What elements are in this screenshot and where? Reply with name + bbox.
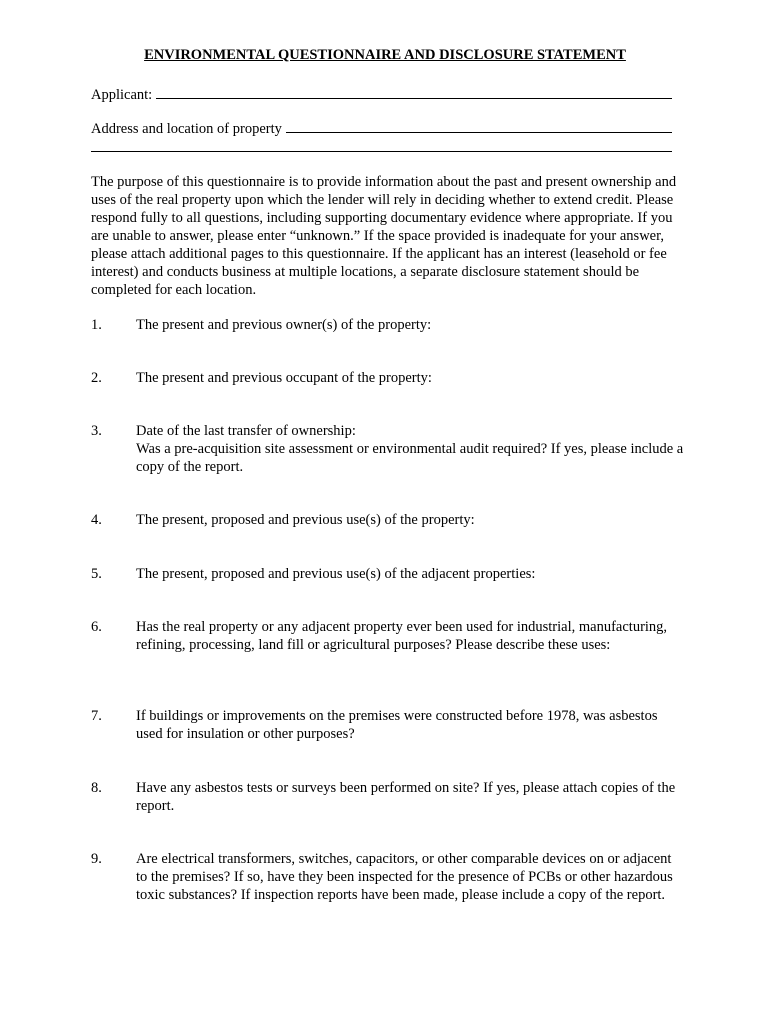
question-number: 5. bbox=[91, 566, 102, 582]
applicant-field bbox=[91, 85, 672, 104]
question-number: 3. bbox=[91, 423, 102, 439]
address-field bbox=[91, 119, 672, 138]
question-number: 8. bbox=[91, 780, 102, 796]
applicant-label: Applicant: bbox=[91, 87, 153, 103]
address-label: Address and location of property bbox=[91, 121, 282, 137]
question-number: 4. bbox=[91, 512, 102, 528]
question-number: 9. bbox=[91, 851, 102, 867]
question-number: 2. bbox=[91, 370, 102, 386]
address-input-line[interactable] bbox=[286, 119, 672, 133]
intro-paragraph: The purpose of this questionnaire is to provide information about the past and present ownership and uses of the real property upon which the lender will rely in deciding whether to extend credit. Please respond fully to all questions, including supporting documentary evidence where appropriate. If you are unable to answer, please enter “unknown.” If the space provided is inadequate for your answer, please attach additional pages to this questionnaire. If the applicant has an interest (leasehold or fee interest) and conducts business at multiple locations, a separate disclosure statement should be completed for each location. bbox=[91, 174, 677, 298]
applicant-input-line[interactable] bbox=[156, 85, 672, 99]
question-text: The present and previous owner(s) of the property: bbox=[136, 317, 432, 333]
question-text: Have any asbestos tests or surveys been performed on site? If yes, please attach copies of the report. bbox=[136, 780, 676, 814]
question-text: Are electrical transformers, switches, capacitors, or other comparable devices on or adjacent to the premises? If so, have they been inspected for the presence of PCBs or other hazardous toxic substances? If inspection reports have been made, please include a copy of the report. bbox=[136, 851, 673, 903]
question-number: 1. bbox=[91, 317, 102, 333]
question-text: Date of the last transfer of ownership: bbox=[136, 423, 356, 439]
question-text: Has the real property or any adjacent property ever been used for industrial, manufacturing, refining, processing, land fill or agricultural purposes? Please describe these uses: bbox=[136, 619, 668, 653]
question-text: If buildings or improvements on the premises were constructed before 1978, was asbestos used for insulation or other purposes? bbox=[136, 708, 658, 742]
question-text: The present and previous occupant of the property: bbox=[136, 370, 432, 386]
question-text: The present, proposed and previous use(s) of the adjacent properties: bbox=[136, 566, 536, 582]
question-subtext: Was a pre-acquisition site assessment or environmental audit required? If yes, please include a copy of the report. bbox=[136, 441, 684, 475]
question-number: 6. bbox=[91, 619, 102, 635]
document-title: ENVIRONMENTAL QUESTIONNAIRE AND DISCLOSURE STATEMENT bbox=[144, 47, 626, 63]
question-text: The present, proposed and previous use(s) of the property: bbox=[136, 512, 475, 528]
address-continuation-line[interactable] bbox=[91, 151, 672, 152]
question-number: 7. bbox=[91, 708, 102, 724]
